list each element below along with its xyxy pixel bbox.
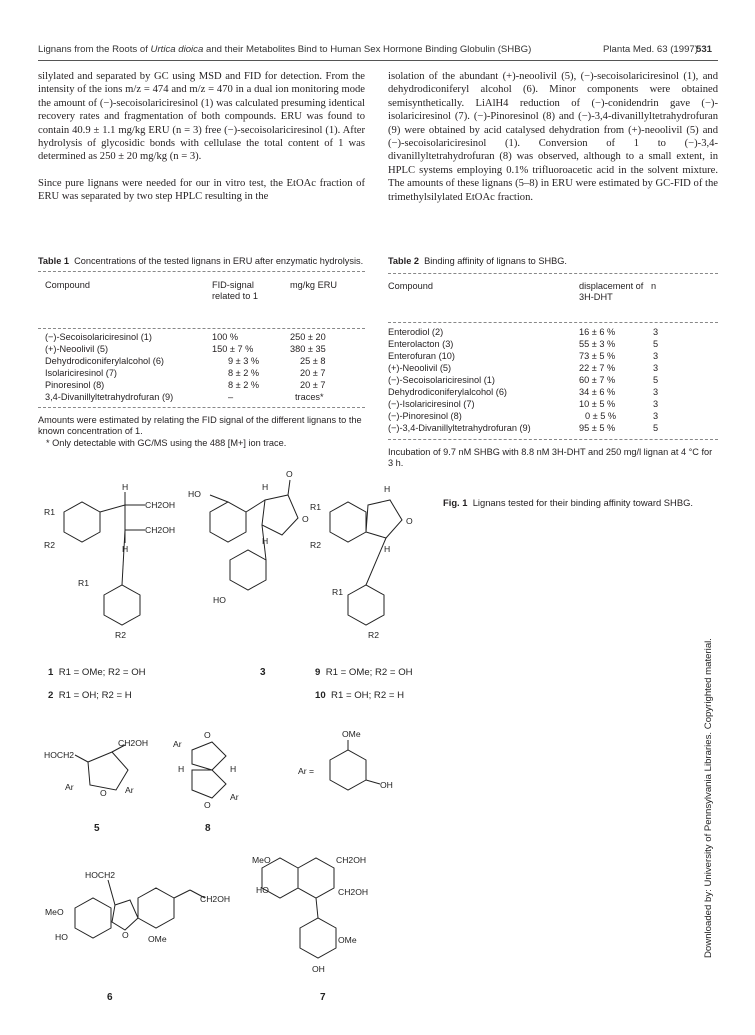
journal-reference: Planta Med. 63 (1997) xyxy=(603,44,698,55)
atom-label: HO xyxy=(188,489,201,499)
structure-5 xyxy=(75,745,128,790)
atom-label: CH2OH xyxy=(200,894,231,904)
table-row: (−)-Pinoresinol (8) 0 ± 5 % 3 xyxy=(388,410,659,421)
atom-label: CH2OH xyxy=(145,525,176,535)
table-row: Dehydrodiconiferylalcohol (6) 9 ± 3 % 25 ± 8 xyxy=(45,355,326,366)
compound-label-10: 10 R1 = OH; R2 = H xyxy=(315,690,405,701)
table-row: (−)-Secoisolariciresinol (1) 100 % 250 ± 20 xyxy=(45,331,326,342)
table-2-body xyxy=(388,323,718,435)
atom-label: R1 xyxy=(44,507,55,517)
atom-label: OH xyxy=(312,964,325,974)
atom-label: OMe xyxy=(148,934,167,944)
compound-label-2: 2 R1 = OH; R2 = H xyxy=(48,690,132,701)
atom-label: O xyxy=(204,800,211,810)
table-row: Isolariciresinol (7) 8 ± 2 % 20 ± 7 xyxy=(45,367,326,378)
column-header: FID-signal related to 1 xyxy=(212,279,258,302)
structure-9-10 xyxy=(330,500,402,625)
atom-label: OMe xyxy=(342,729,361,739)
table-2-note: Incubation of 9.7 nM SHBG with 8.8 nM 3H-DHT and 250 mg/l lignan at 4 °C for 3 h. xyxy=(388,446,713,469)
atom-label: H xyxy=(262,482,269,492)
atom-label: H xyxy=(122,482,129,492)
table-row: Dehydrodiconiferylalcohol (6) 34 ± 6 % 3 xyxy=(388,386,659,397)
atom-label: OH xyxy=(380,780,393,790)
atom-label: HOCH2 xyxy=(44,750,75,760)
table-row: (+)-Neoolivil (5) 22 ± 7 % 3 xyxy=(388,362,659,373)
table-2-header xyxy=(388,274,718,310)
structure-6 xyxy=(75,880,205,938)
table-row: (−)-3,4-Divanillyltetrahydrofuran (9) 95 ± 5 % 5 xyxy=(388,422,659,433)
running-header xyxy=(38,44,718,55)
atom-label: MeO xyxy=(252,855,271,865)
compound-label-8: 8 xyxy=(205,823,211,834)
atom-label: HOCH2 xyxy=(85,870,116,880)
compound-label-9: 9 R1 = OMe; R2 = OH xyxy=(315,667,413,678)
atom-label: O xyxy=(286,469,293,479)
structure-3 xyxy=(210,480,298,590)
table-1 xyxy=(38,256,365,449)
body-paragraph: Since pure lignans were needed for our in vitro test, the EtOAc fraction of ERU was separated by two step HPLC resulting in the xyxy=(38,177,365,203)
compound-label-1: 1 R1 = OMe; R2 = OH xyxy=(48,667,146,678)
atom-label: H xyxy=(384,484,391,494)
atom-label: O xyxy=(302,514,309,524)
compound-label-7: 7 xyxy=(320,992,326,1003)
body-paragraph: isolation of the abundant (+)-neoolivil (5), (−)-secoisolariciresinol (1), and dehydrodiconiferyl alcohol (6). Minor components were obtained semisynthetically. LiAlH4 reduction of (−)-conidendrin gave (−)-isolariciresinol (7). (−)-Pinoresinol (8) and (−)-3,4-divanillyltetrahydrofuran (9) were obtained by acid catalysed dehydration from (+)-neoolivil (5) and (−)-secoisolariciresinol (1). Conversion of 1 to (−)-3,4-divanillyltetrahydrofuran (8) was observed, although to a small extent, in HPLC systems employing 0.1% trifluoroacetic acid in the solvent mixture. The amounts of these lignans (5–8) in ERU were estimated by GC-FID of the trimethylsilylated EtOAc fraction. xyxy=(388,71,718,203)
atom-label: R1 xyxy=(78,578,89,588)
atom-label: HO xyxy=(256,885,269,895)
atom-label: O xyxy=(204,730,211,740)
table-row: Enterofuran (10) 73 ± 5 % 3 xyxy=(388,350,659,361)
table-1-header xyxy=(38,272,365,314)
atom-label: H xyxy=(384,544,391,554)
column-header: Compound xyxy=(388,280,433,291)
figure-caption: Fig. 1 Lignans tested for their binding affinity toward SHBG. xyxy=(443,497,693,508)
column-header: mg/kg ERU xyxy=(290,279,337,290)
table-row: (−)-Isolariciresinol (7) 10 ± 5 % 3 xyxy=(388,398,659,409)
table-row: (+)-Neoolivil (5) 150 ± 7 % 380 ± 35 xyxy=(45,343,326,354)
atom-label: CH2OH xyxy=(145,500,176,510)
atom-label: HO xyxy=(213,595,226,605)
atom-label: R2 xyxy=(44,540,55,550)
atom-label: O xyxy=(122,930,129,940)
table-1-caption: Table 1 Concentrations of the tested lignans in ERU after enzymatic hydrolysis. xyxy=(38,256,364,266)
structure-8 xyxy=(192,740,380,798)
running-title: Lignans from the Roots of Urtica dioica and their Metabolites Bind to Human Sex Hormone Binding Globulin (SHBG) xyxy=(38,44,532,55)
atom-label: HO xyxy=(55,932,68,942)
atom-label: O xyxy=(100,788,107,798)
compound-label-5: 5 xyxy=(94,823,100,834)
table-2 xyxy=(388,256,718,470)
atom-label: R1 xyxy=(332,587,343,597)
atom-label: CH2OH xyxy=(118,738,149,748)
atom-label: Ar xyxy=(125,785,134,795)
atom-label: R1 xyxy=(310,502,321,512)
structure-7 xyxy=(262,858,336,958)
compound-label-3: 3 xyxy=(260,667,266,678)
atom-label: R2 xyxy=(115,630,126,640)
body-paragraph: silylated and separated by GC using MSD and FID for detection. From the intensity of the ions m/z = 474 and m/z = 470 in a dual ion monitoring mode the amount of (−)-secoisolariciresinol (1) was calculated presuming identical recovery rates and fragmentation of both compounds. ERU was found to contain 40.9 ± 1.1 mg/kg ERU (n = 3) free (−)-secoisolariciresinol (1). After hydrolysis of glycosidic bonds with cellulase the total content of 1 was determined as 250 ± 20 mg/kg (n = 3). xyxy=(38,71,365,163)
atom-label: CH2OH xyxy=(336,855,367,865)
structure-1-2 xyxy=(64,492,145,625)
atom-label: Ar xyxy=(65,782,74,792)
atom-label: Ar xyxy=(173,739,182,749)
atom-label: H xyxy=(178,764,185,774)
page-number: 531 xyxy=(696,44,713,55)
atom-label: O xyxy=(406,516,413,526)
atom-label: R2 xyxy=(310,540,321,550)
atom-label: H xyxy=(122,544,129,554)
table-2-caption: Table 2 Binding affinity of lignans to SHBG. xyxy=(388,256,567,266)
table-row: (−)-Secoisolariciresinol (1) 60 ± 7 % 5 xyxy=(388,374,659,385)
column-header: Compound xyxy=(45,279,90,290)
column-header: displacement of 3H-DHT xyxy=(579,280,644,303)
table-1-footnote: * Only detectable with GC/MS using the 488 [M+] ion trace. xyxy=(46,437,287,448)
atom-label: Ar xyxy=(230,792,239,802)
copyright-notice: Downloaded by: University of Pennsylvania Libraries. Copyrighted material. xyxy=(703,638,714,958)
table-row: 3,4-Divanillyltetrahydrofuran (9) – traces* xyxy=(45,391,324,402)
atom-label: MeO xyxy=(45,907,64,917)
table-row: Enterodiol (2) 16 ± 6 % 3 xyxy=(388,326,659,337)
atom-label: CH2OH xyxy=(338,887,369,897)
column-header: n xyxy=(651,280,657,291)
table-1-footnote: Amounts were estimated by relating the FID signal of the different lignans to the known concentration of 1. xyxy=(38,414,362,437)
header-rule xyxy=(38,60,718,61)
table-1-body xyxy=(38,329,365,405)
table-row: Enterolacton (3) 55 ± 3 % 5 xyxy=(388,338,659,349)
table-row: Pinoresinol (8) 8 ± 2 % 20 ± 7 xyxy=(45,379,326,390)
atom-label: H xyxy=(230,764,237,774)
compound-label-6: 6 xyxy=(107,992,113,1003)
atom-label: Ar = xyxy=(298,766,314,776)
atom-label: R2 xyxy=(368,630,379,640)
atom-label: OMe xyxy=(338,935,357,945)
atom-label: H xyxy=(262,536,269,546)
body-right-column xyxy=(388,70,718,204)
body-left-column xyxy=(38,70,365,204)
chemical-structures-figure xyxy=(30,460,470,1010)
